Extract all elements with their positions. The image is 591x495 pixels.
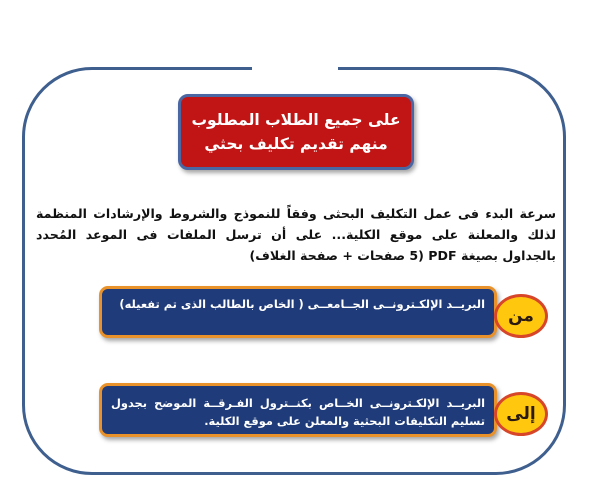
title-line-1: على جميع الطلاب المطلوب (191, 111, 401, 129)
sender-label-badge (494, 294, 548, 338)
sender-box (99, 286, 497, 338)
instructions-paragraph: سرعة البدء فى عمل التكليف البحثى وفقاً للنموذج والشروط والإرشادات المنظمة لذلك والمعلنة على موقع الكلية... على أن ترسل الملفات فى الموعد المُحدد بالجداول بصيغة PDF (5 صفحات + صفحة الغلاف) (36, 206, 556, 263)
recipient-box (99, 383, 497, 437)
title-line-2: منهم تقديم تكليف بحثي (204, 135, 388, 153)
frame-top-gap (252, 40, 338, 80)
title-banner (178, 94, 414, 170)
sender-text: البريــد الإلكـترونــى الجــامعــى ( الخاص بالطالب الذى تم تفعيله) (119, 297, 485, 311)
recipient-text: البريــد الإلكـترونــى الخــاص بكنــترول الفـرقــة الموضح بجدول تسليم التكليفات البحثية والمعلن على موقع الكلية. (111, 396, 485, 428)
recipient-label: إلى (506, 404, 536, 424)
recipient-label-badge (494, 392, 548, 436)
sender-label: من (508, 306, 534, 326)
